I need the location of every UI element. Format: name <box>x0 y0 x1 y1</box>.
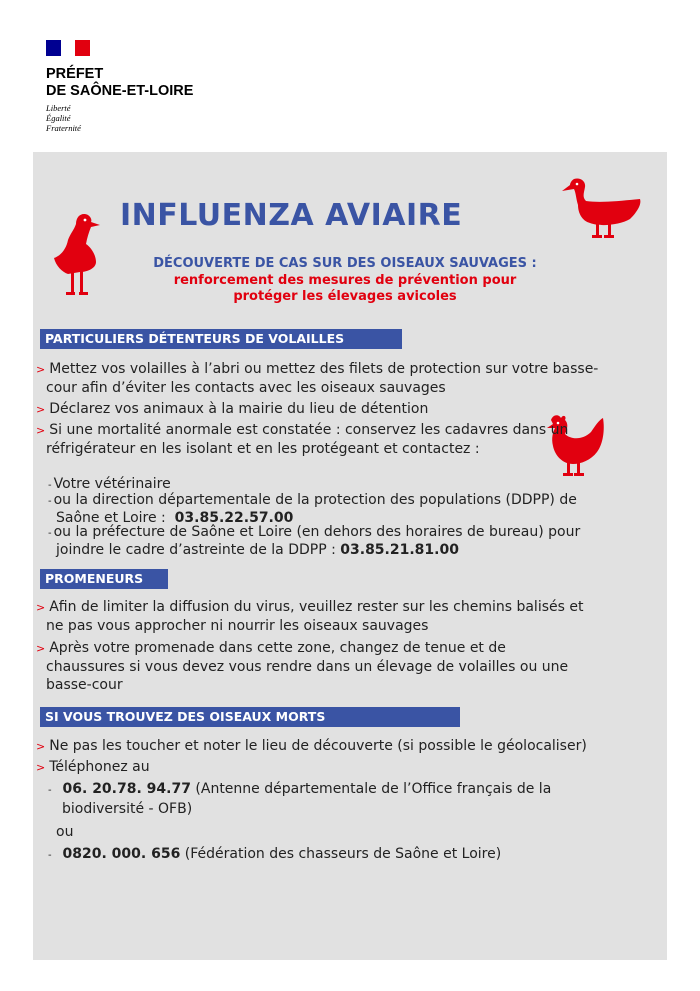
chevron-right-icon: > <box>36 424 46 437</box>
subtitle-red-line2: protéger les élevages avicoles <box>233 289 457 304</box>
chevron-right-icon: > <box>36 740 46 753</box>
prefecture-logo <box>46 40 193 133</box>
list-item: > Déclarez vos animaux à la mairie du lieu de détention <box>36 401 429 417</box>
chevron-right-icon: > <box>36 363 46 376</box>
list-item: > Ne pas les toucher et noter le lieu de découverte (si possible le géolocaliser) <box>36 738 587 754</box>
prefecture-phone: 03.85.21.81.00 <box>340 542 459 558</box>
chevron-right-icon: > <box>36 601 46 614</box>
page-title: INFLUENZA AVIAIRE <box>120 198 463 233</box>
section-heading-particuliers: PARTICULIERS DÉTENTEURS DE VOLAILLES <box>40 329 402 349</box>
chevron-right-icon: > <box>36 761 46 774</box>
motto-egalite: Égalité <box>46 113 71 123</box>
list-item: > Mettez vos volailles à l’abri ou mettez des filets de protection sur votre basse- cour afin d’éviter les contacts avec les oiseaux sauvages <box>36 361 599 396</box>
list-item: > Afin de limiter la diffusion du virus, veuillez rester sur les chemins balisés et ne pas vous approcher ni nourrir les oiseaux sauvages <box>36 599 584 634</box>
section-heading-oiseaux-morts: SI VOUS TROUVEZ DES OISEAUX MORTS <box>40 707 460 727</box>
chevron-right-icon: > <box>36 403 46 416</box>
logo-line2: DE SAÔNE-ET-LOIRE <box>46 83 194 99</box>
marianne-flag-icon <box>46 40 90 56</box>
logo-title <box>46 66 193 100</box>
ofb-phone: 06. 20.78. 94.77 <box>62 781 191 797</box>
contact-vet: - Votre vétérinaire <box>48 476 171 492</box>
motto-fraternite: Fraternité <box>46 123 81 133</box>
section-heading-promeneurs: PROMENEURS <box>40 569 168 589</box>
motto <box>46 103 193 133</box>
contact-ddpp: - ou la direction départementale de la protection des populations (DDPP) de Saône et Loire : 03.85.22.57.00 <box>48 492 577 526</box>
contact-federation: - 0820. 000. 656 (Fédération des chasseurs de Saône et Loire) <box>48 846 502 862</box>
contact-prefecture: - ou la préfecture de Saône et Loire (en dehors des horaires de bureau) pour joindre le cadre d’astreinte de la DDPP : 03.85.21.81.00 <box>48 524 581 558</box>
contact-ofb: - 06. 20.78. 94.77 (Antenne départementale de l’Office français de la biodiversité - OFB) <box>48 781 552 817</box>
ddpp-phone: 03.85.22.57.00 <box>174 510 294 526</box>
chevron-right-icon: > <box>36 642 46 655</box>
or-text: ou <box>56 824 74 840</box>
federation-phone: 0820. 000. 656 <box>62 846 181 862</box>
list-item: > Après votre promenade dans cette zone, changez de tenue et de chaussures si vous devez vous rendre dans un élevage de volailles ou une basse-cour <box>36 640 569 693</box>
subtitle: DÉCOUVERTE DE CAS SUR DES OISEAUX SAUVAGES : <box>153 256 537 271</box>
subtitle-red-line1: renforcement des mesures de prévention pour <box>173 273 517 288</box>
seagull-icon <box>52 210 102 296</box>
logo-line1: PRÉFET <box>46 66 104 82</box>
motto-liberte: Liberté <box>46 103 71 113</box>
list-item: > Téléphonez au <box>36 759 150 775</box>
duck-icon <box>560 175 646 239</box>
list-item: > Si une mortalité anormale est constatée : conservez les cadavres dans un réfrigérateur en les isolant et en les protégeant et contactez : <box>36 422 569 457</box>
